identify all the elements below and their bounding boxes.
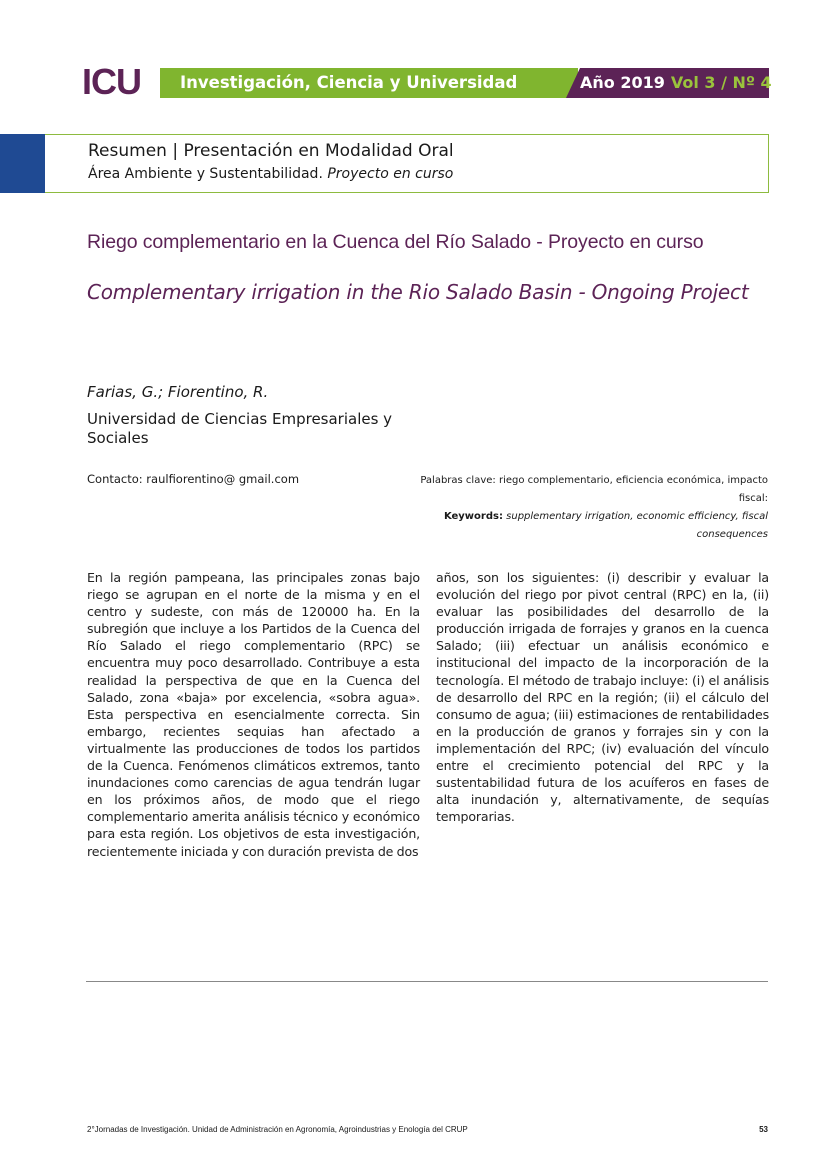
body-column-right: años, son los siguientes: (i) describir y evaluar la evolución del riego por pivot central (RPC) en la, (ii) evaluar las posibilidades del desarrollo de la producción irrigada de forrajes y granos en la cuenca Salado; (iii) efectuar un análisis económico e institucional del impacto de la incorporación de la tecnología. El método de trabajo incluye: (i) el análisis de desarrollo del RPC en la región; (ii) el cálculo del consumo de agua; (iii) estimaciones de rentabilidades en la producción de granos y forrajes sin y con la implementación del RPC; (iv) evaluación del vínculo entre el crecimiento potencial del RPC y la sustentabilidad futura de los acuíferos en fases de alta inundación y, alternativamente, de sequías temporarias. bbox=[436, 570, 769, 825]
area-label: Área Ambiente y Sustentabilidad. bbox=[88, 166, 323, 182]
keywords-block bbox=[420, 472, 768, 544]
keywords-es: riego complementario, eficiencia económica, impacto fiscal: bbox=[498, 475, 768, 504]
section-color-block bbox=[0, 134, 45, 193]
keywords-es-label: Palabras clave: bbox=[420, 475, 496, 486]
project-status: Proyecto en curso bbox=[327, 166, 454, 182]
issue-volume: Vol 3 / Nº 4 bbox=[670, 73, 772, 92]
logo-watermark bbox=[28, 62, 88, 102]
footer-text: 2°Jornadas de Investigación. Unidad de Administración en Agronomía, Agroindustrias y Enología del CRUP bbox=[87, 1125, 468, 1134]
keywords-en: supplementary irrigation, economic efficiency, fiscal consequences bbox=[506, 511, 768, 540]
journal-title: Investigación, Ciencia y Universidad bbox=[180, 73, 518, 92]
keywords-en-label: Keywords: bbox=[443, 511, 503, 522]
contact-info: Contacto: raulfiorentino@ gmail.com bbox=[87, 472, 300, 486]
authors: Farias, G.; Fiorentino, R. bbox=[87, 383, 269, 401]
journal-logo: ICU bbox=[82, 61, 141, 102]
issue-year: Año 2019 bbox=[580, 73, 665, 92]
issue-info bbox=[580, 68, 772, 98]
summary-area bbox=[88, 166, 453, 182]
body-column-left: En la región pampeana, las principales zonas bajo riego se agrupan en el norte de la misma y en el centro y sudeste, con más de 120000 ha. En la subregión que incluye a los Partidos de la Cuenca del Río Salado el riego complementario (RPC) se encuentra muy poco desarrollado. Contribuye a esta realidad la perspectiva de que en la Cuenca del Salado, zona «baja» por excelencia, «sobra agua». Esta perspectiva en esencialmente correcta. Sin embargo, recientes sequias han afectado a virtualmente las producciones de todos los partidos de la Cuenca. Fenómenos climáticos extremos, tanto inundaciones como carencias de agua tendrán lugar en los próximos años, de modo que el riego complementario amerita análisis técnico y económico para esta región. Los objetivos de esta investigación, recientemente iniciada y con duración prevista de dos bbox=[87, 570, 420, 859]
title-english: Complementary irrigation in the Rio Salado Basin - Ongoing Project bbox=[87, 280, 749, 304]
divider-rule bbox=[86, 981, 768, 982]
affiliation: Universidad de Ciencias Empresariales y Sociales bbox=[87, 410, 393, 447]
page-number: 53 bbox=[759, 1125, 768, 1134]
title-spanish: Riego complementario en la Cuenca del Río Salado - Proyecto en curso bbox=[87, 231, 704, 253]
summary-type: Resumen | Presentación en Modalidad Oral bbox=[88, 141, 454, 161]
